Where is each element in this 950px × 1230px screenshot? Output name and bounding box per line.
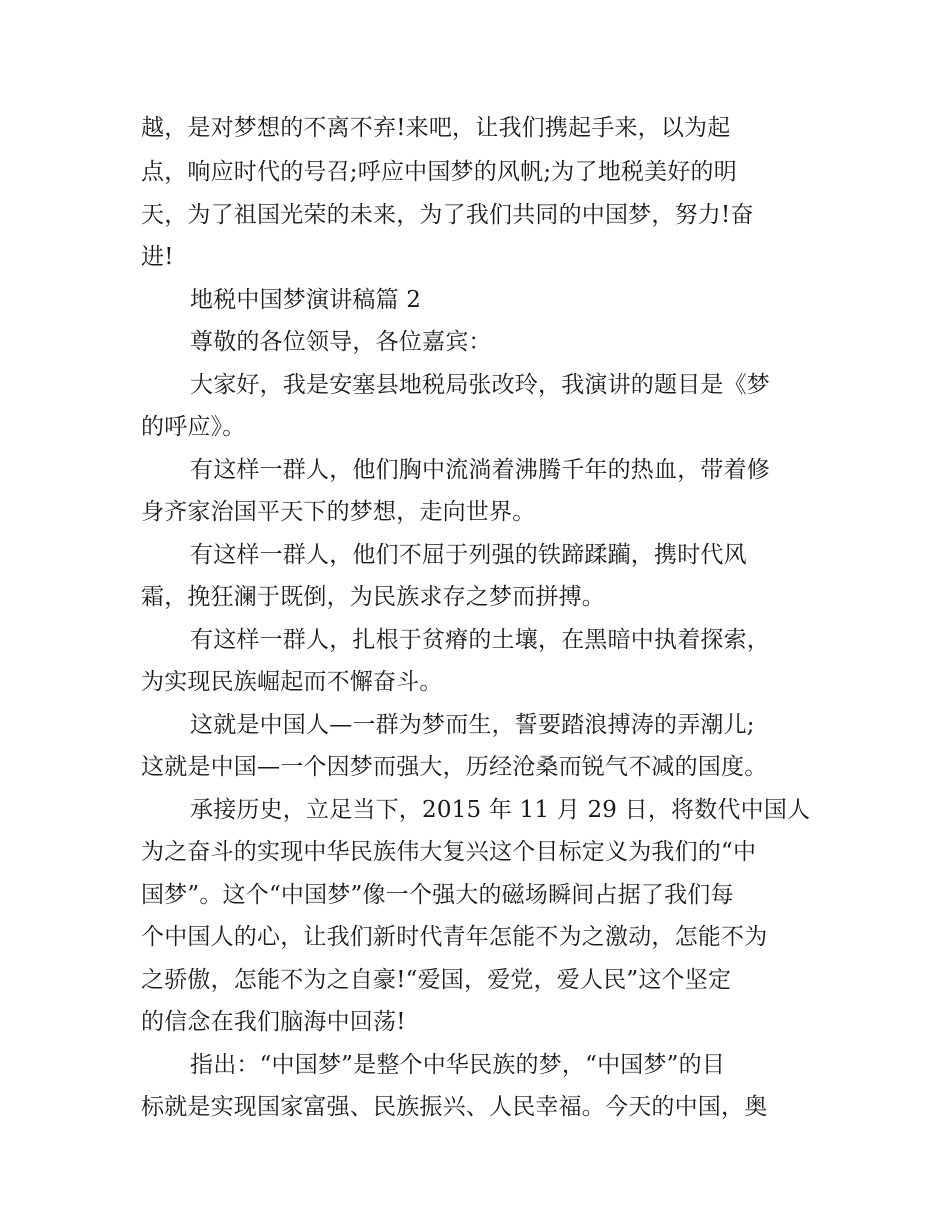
- text-line: 这就是中国—一个因梦而强大，历经沧桑而锐气不减的国度。: [141, 754, 768, 780]
- text-line: 霜，挽狂澜于既倒，为民族求存之梦而拼搏。: [141, 584, 605, 610]
- text-line: 这就是中国人—一群为梦而生，誓要踏浪搏涛的弄潮儿;: [190, 712, 755, 738]
- text-line: 国梦”。这个“中国梦”像一个强大的磁场瞬间占据了我们每: [141, 882, 734, 908]
- text-line: 指出：“中国梦”是整个中华民族的梦，“中国梦”的目: [190, 1052, 726, 1078]
- text-line: 有这样一群人，扎根于贫瘠的土壤，在黑暗中执着探索，: [190, 627, 770, 653]
- text-line: 个中国人的心，让我们新时代青年怎能不为之激动，怎能不为: [141, 924, 768, 950]
- text-line: 承接历史，立足当下，2015 年 11 月 29 日，将数代中国人: [190, 797, 811, 823]
- text-line: 越，是对梦想的不离不弃!来吧，让我们携起手来，以为起: [141, 115, 731, 141]
- text-line: 标就是实现国家富强、民族振兴、人民幸福。今天的中国，奥: [141, 1094, 768, 1120]
- salutation: 尊敬的各位领导，各位嘉宾：: [190, 329, 492, 355]
- text-line: 天，为了祖国光荣的未来，为了我们共同的中国梦，努力!奋: [141, 202, 754, 228]
- text-line: 进!: [141, 244, 174, 270]
- text-line: 之骄傲，怎能不为之自豪!“爱国，爱党，爱人民”这个坚定: [141, 967, 732, 993]
- text-line: 的呼应》。: [141, 414, 246, 440]
- text-line: 大家好，我是安塞县地税局张改玲，我演讲的题目是《梦: [190, 372, 770, 398]
- text-line: 为之奋斗的实现中华民族伟大复兴这个目标定义为我们的“中: [141, 839, 757, 865]
- section-heading: 地税中国梦演讲稿篇 2: [190, 287, 422, 313]
- text-line: 点，响应时代的号召;呼应中国梦的风帆;为了地税美好的明: [141, 159, 737, 185]
- text-line: 的信念在我们脑海中回荡!: [141, 1009, 406, 1035]
- text-line: 身齐家治国平天下的梦想，走向世界。: [141, 499, 536, 525]
- text-line: 有这样一群人，他们胸中流淌着沸腾千年的热血，带着修: [190, 457, 770, 483]
- text-line: 有这样一群人，他们不屈于列强的铁蹄蹂躏，携时代风: [190, 542, 747, 568]
- text-line: 为实现民族崛起而不懈奋斗。: [141, 669, 443, 695]
